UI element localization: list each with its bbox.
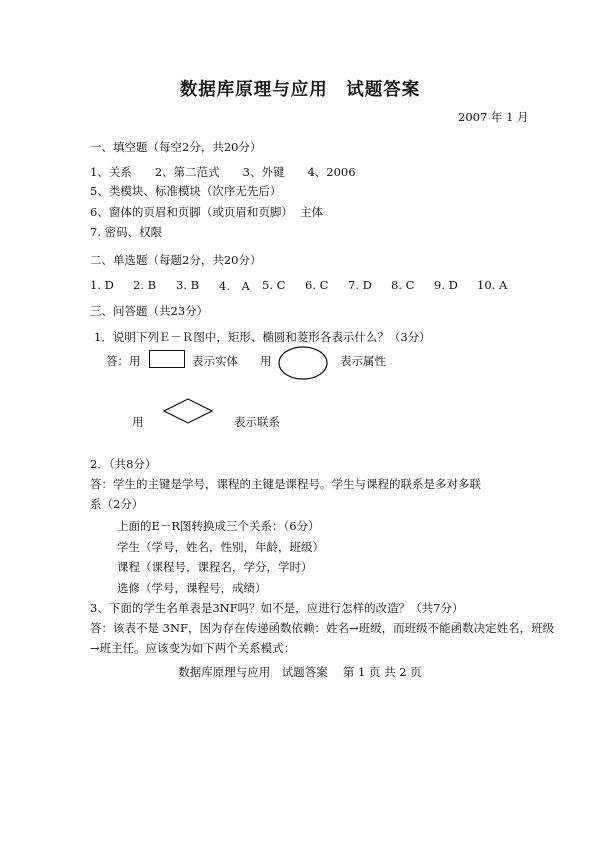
q2-relation-2: 课程（课程号，课程名，学分，学时） [117,560,313,574]
q1-diamond-desc: 表示联系 [234,415,280,429]
answer-item: 8. C [391,278,415,292]
section1-heading: 一、填空题（每空2分，共20分） [90,140,262,154]
page-footer: 数据库原理与应用 试题答案 第 1 页 共 2 页 [178,665,422,679]
answer-item: 3. B [176,278,200,292]
q1-rect-desc: 表示实体 [192,354,238,368]
q3-question: 3、下面的学生名单表是3NF吗？如不是，应进行怎样的改造？（共7分） [90,601,464,615]
exam-date: 2007 年 1 月 [458,110,529,124]
answer-item: 7. D [348,278,372,292]
q3-answer-line-1: 答：该表不是 3NF，因为存在传递函数依赖：姓名→班级，而班级不能函数决定姓名，班级 [90,621,555,635]
section2-heading: 二、单选题（每题2分，共20分） [90,253,262,267]
q1-diamond-prefix: 用 [132,415,144,429]
answer-item: 2. B [133,278,157,292]
answer-item: 5. C [262,278,286,292]
answer-item: 10. A [477,278,508,292]
answer-item: 9. D [434,278,458,292]
section1-line-3-extra: 主体 [300,205,323,219]
q2-relation-1: 学生（学号，姓名，性别，年龄，班级） [117,540,324,554]
q2-answer-line-1: 答：学生的主键是学号，课程的主键是课程号。学生与课程的联系是多对多联 [90,477,481,491]
section1-line-3: 6、窗体的页眉和页脚（或页眉和页脚） [90,205,293,219]
q3-answer-line-2: →班主任。应该变为如下两个关系模式： [90,641,296,655]
q2-heading: 2．（共8分） [90,457,157,471]
q1-question: 1．说明下列Ｅ－Ｒ图中，矩形、椭圆和菱形各表示什么？（3分） [94,330,431,344]
section1-line-4: 7. 密码、权限 [90,225,163,239]
q2-answer-line-2: 系（2分） [90,497,144,511]
ellipse-shape [278,345,328,381]
q2-convert: 上面的E－R图转换成三个关系：（6分） [117,519,320,533]
answer-item: 6. C [305,278,329,292]
answer-row [90,278,520,294]
rectangle-shape [149,350,185,368]
section1-line-2: 5、类模块、标准模块（次序无先后） [90,184,282,198]
q1-ellipse-desc: 表示属性 [340,354,386,368]
answer-item: 1. D [90,278,114,292]
diamond-shape [163,398,213,424]
q1-answer-prefix: 答：用 [106,354,141,368]
section3-heading: 三、问答题（共23分） [90,304,209,318]
q2-relation-3: 选修（学号，课程号，成绩） [117,581,267,595]
section1-line-1: 1、关系 2、第二范式 3、外键 4、2006 [90,165,356,179]
q1-ellipse-prefix: 用 [260,354,272,368]
answer-item: 4. A [219,279,250,293]
page-title: 数据库原理与应用 试题答案 [179,80,421,100]
